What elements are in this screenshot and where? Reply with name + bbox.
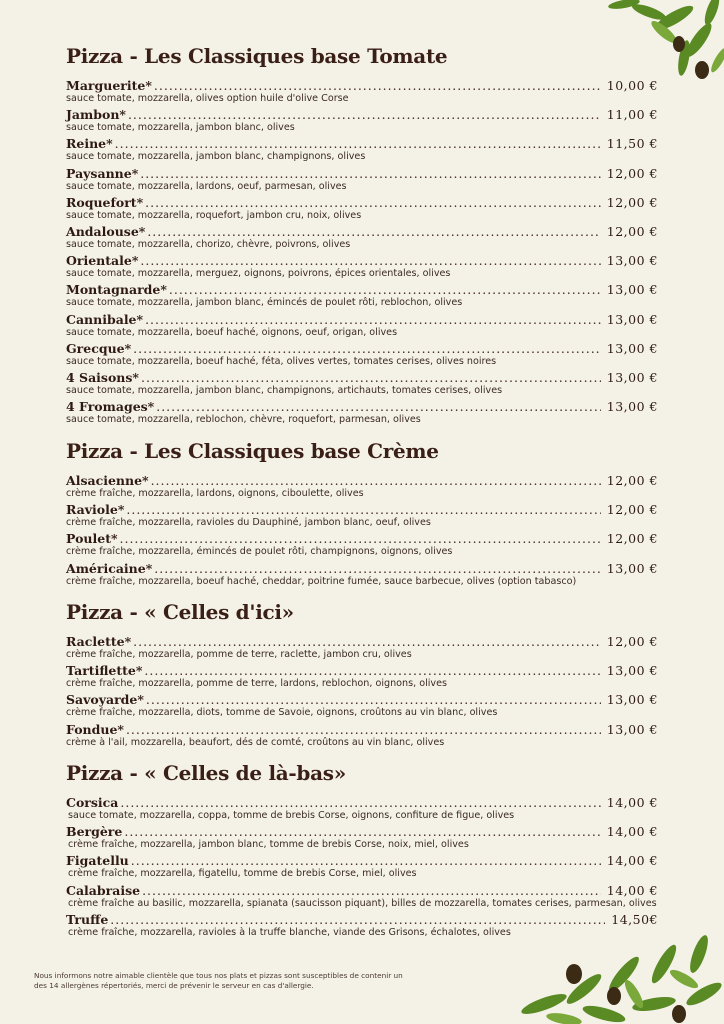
item-description: crème fraîche au basilic, mozzarella, spianata (saucisson piquant), billes de mozzarella, tomates cerises, parmesan, olives [68, 897, 657, 909]
item-description: sauce tomate, mozzarella, jambon blanc, olives [66, 122, 295, 134]
item-name: Andalouse* [66, 223, 146, 239]
menu-item [66, 399, 658, 428]
menu-item [66, 663, 658, 692]
item-name: Américaine* [66, 560, 153, 576]
section-classiques-tomate [66, 44, 658, 428]
menu-item [66, 166, 658, 195]
item-name: Raclette* [66, 634, 132, 649]
item-price: 10,00 € [606, 78, 658, 93]
menu-item [66, 370, 658, 399]
menu-item [66, 692, 658, 721]
menu-item [66, 282, 658, 311]
item-description: sauce tomate, mozzarella, jambon blanc, émincés de poulet rôti, reblochon, olives [66, 297, 463, 309]
item-name: 4 Fromages* [66, 399, 155, 415]
item-description: crème fraîche, mozzarella, jambon blanc, tomme de brebis Corse, noix, miel, olives [68, 839, 469, 851]
section-title: Pizza - « Celles d'ici» [66, 600, 294, 624]
item-description: sauce tomate, mozzarella, chorizo, chèvre, poivrons, olives [66, 238, 351, 250]
item-price: 13,00 € [606, 399, 658, 415]
section-celles-de-la-bas [66, 761, 658, 941]
menu-item [66, 561, 658, 590]
item-description: crème fraîche, mozzarella, émincés de poulet rôti, champignons, oignons, olives [66, 546, 453, 558]
item-description: crème fraîche, mozzarella, diots, tomme de Savoie, oignons, croûtons au vin blanc, olives [66, 707, 498, 719]
item-description: crème fraîche, mozzarella, lardons, oignons, ciboulette, olives [66, 488, 364, 499]
item-price: 14,00 € [606, 824, 658, 840]
item-description: crème fraîche, mozzarella, ravioles du Dauphiné, jambon blanc, oeuf, olives [66, 517, 431, 529]
item-description: crème fraîche, mozzarella, pomme de terre, raclette, jambon cru, olives [66, 649, 412, 660]
item-description: sauce tomate, mozzarella, jambon blanc, champignons, olives [66, 151, 366, 163]
item-price: 14,00 € [606, 795, 658, 810]
item-name: Bergère [66, 824, 123, 840]
item-price: 12,00 € [606, 165, 658, 181]
item-name: Fondue* [66, 721, 124, 737]
item-name: Montagnarde* [66, 282, 167, 298]
menu-item [66, 912, 658, 941]
item-price: 13,00 € [606, 692, 658, 708]
item-description: sauce tomate, mozzarella, roquefort, jambon cru, noix, olives [66, 209, 362, 221]
item-price: 13,00 € [606, 663, 658, 679]
item-name: Alsacienne* [66, 473, 149, 488]
item-price: 12,00 € [606, 223, 658, 239]
menu-item [66, 531, 658, 560]
item-price: 12,00 € [606, 502, 658, 518]
olive-branch-bottom-decoration [504, 934, 724, 1024]
item-name: Savoyarde* [66, 692, 144, 708]
menu-item [66, 883, 658, 912]
item-name: Paysanne* [66, 165, 139, 181]
item-name: Raviole* [66, 502, 125, 518]
item-description: crème à l'ail, mozzarella, beaufort, dés de comté, croûtons au vin blanc, olives [66, 736, 445, 748]
item-name: Truffe [66, 911, 109, 927]
item-price: 12,00 € [606, 473, 658, 488]
item-description: sauce tomate, mozzarella, boeuf haché, féta, olives vertes, tomates cerises, olives noires [66, 355, 497, 367]
item-description: crème fraîche, mozzarella, figatellu, tomme de brebis Corse, miel, olives [68, 868, 417, 880]
section-celles-d-ici [66, 600, 658, 751]
menu-item [66, 195, 658, 224]
menu-item [66, 253, 658, 282]
section-title: Pizza - Les Classiques base Tomate [66, 44, 448, 68]
item-name: Jambon* [66, 107, 126, 123]
item-description: sauce tomate, mozzarella, olives option huile d'olive Corse [66, 93, 349, 104]
item-name: Orientale* [66, 253, 139, 269]
item-price: 12,00 € [606, 634, 658, 649]
menu-item [66, 107, 658, 136]
item-name: Roquefort* [66, 194, 144, 210]
item-name: Reine* [66, 136, 113, 152]
item-name: Calabraise [66, 882, 141, 898]
item-description: sauce tomate, mozzarella, lardons, oeuf, parmesan, olives [66, 180, 347, 192]
item-description: sauce tomate, mozzarella, jambon blanc, champignons, artichauts, tomates cerises, olives [66, 384, 503, 396]
item-name: Cannibale* [66, 311, 144, 327]
section-title: Pizza - Les Classiques base Crème [66, 439, 439, 463]
item-name: Tartiflette* [66, 663, 143, 679]
item-price: 14,00 € [606, 853, 658, 869]
item-description: crème fraîche, mozzarella, pomme de terre, lardons, reblochon, oignons, olives [66, 678, 448, 690]
item-description: sauce tomate, mozzarella, merguez, oignons, poivrons, épices orientales, olives [66, 268, 451, 280]
menu-item [66, 634, 658, 663]
item-price: 13,00 € [606, 340, 658, 356]
menu-item [66, 853, 658, 882]
item-price: 13,00 € [606, 253, 658, 269]
allergen-notice: Nous informons notre aimable clientèle que tous nos plats et pizzas sont susceptibles de contenir un des 14 allergènes répertoriés, merci de prévenir le serveur en cas d'allergie. [34, 971, 403, 990]
menu-item [66, 502, 658, 531]
menu-item [66, 824, 658, 853]
item-name: Figatellu [66, 853, 129, 869]
menu-item [66, 312, 658, 341]
item-price: 14,50€ [611, 911, 658, 927]
menu-item [66, 341, 658, 370]
item-price: 12,00 € [606, 194, 658, 210]
item-name: Corsica [66, 795, 119, 810]
menu-item [66, 722, 658, 751]
section-title: Pizza - « Celles de là-bas» [66, 761, 346, 785]
item-description: crème fraîche, mozzarella, boeuf haché, cheddar, poitrine fumée, sauce barbecue, olives (option tabasco) [66, 575, 577, 587]
item-description: crème fraîche, mozzarella, ravioles à la truffe blanche, viande des Grisons, échalotes, olives [68, 926, 511, 938]
item-price: 13,00 € [606, 560, 658, 576]
item-price: 11,50 € [606, 136, 658, 152]
item-price: 13,00 € [606, 282, 658, 298]
item-name: Marguerite* [66, 78, 152, 93]
item-name: Poulet* [66, 531, 118, 547]
item-description: sauce tomate, mozzarella, reblochon, chèvre, roquefort, parmesan, olives [66, 414, 421, 426]
item-price: 12,00 € [606, 531, 658, 547]
menu-item [66, 136, 658, 165]
item-price: 13,00 € [606, 311, 658, 327]
item-price: 14,00 € [606, 882, 658, 898]
item-price: 13,00 € [606, 721, 658, 737]
item-name: Grecque* [66, 340, 132, 356]
menu-item [66, 78, 658, 107]
item-description: sauce tomate, mozzarella, boeuf haché, oignons, oeuf, origan, olives [66, 326, 398, 338]
menu-item [66, 795, 658, 824]
item-name: 4 Saisons* [66, 369, 139, 385]
menu-item [66, 473, 658, 502]
menu-item [66, 224, 658, 253]
item-description: sauce tomate, mozzarella, coppa, tomme de brebis Corse, oignons, confiture de figue, olives [68, 810, 515, 821]
item-price: 13,00 € [606, 369, 658, 385]
section-classiques-creme [66, 439, 658, 590]
item-price: 11,00 € [606, 107, 658, 123]
